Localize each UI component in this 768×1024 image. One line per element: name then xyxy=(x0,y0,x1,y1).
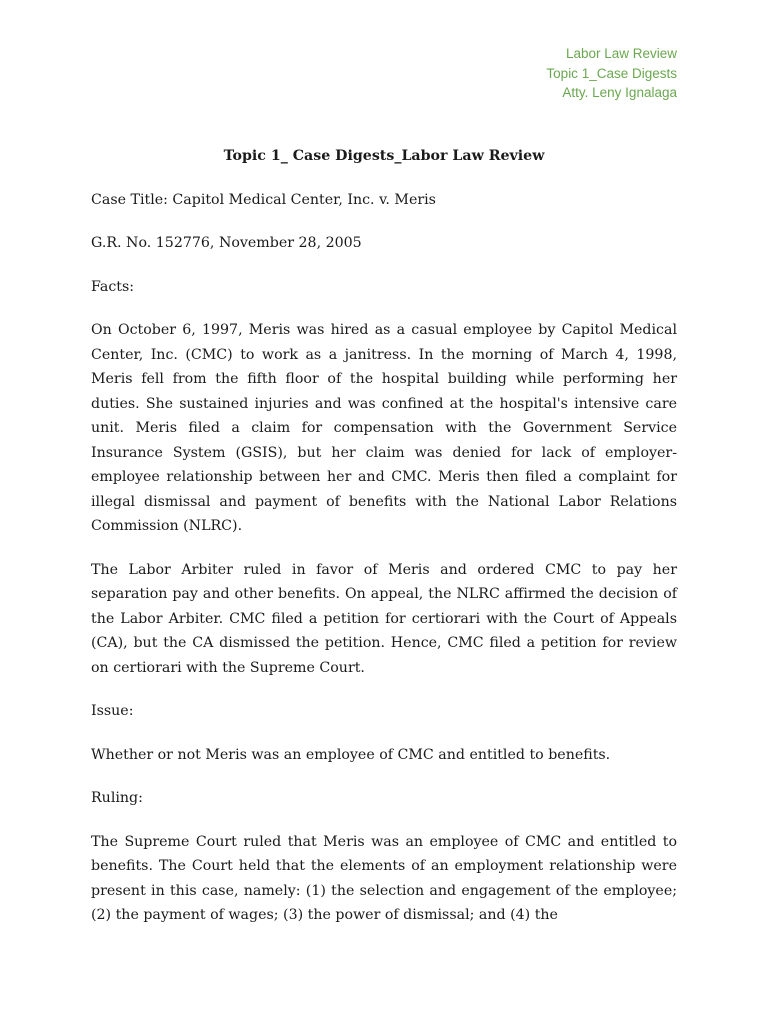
page-header xyxy=(546,44,677,103)
header-topic: Topic 1_Case Digests xyxy=(546,65,677,81)
header-course: Labor Law Review xyxy=(565,46,677,61)
case-title: Case Title: Capitol Medical Center, Inc. v. Meris xyxy=(91,191,436,208)
facts-paragraph-1: On October 6, 1997, Meris was hired as a casual employee by Capitol Medical Center, Inc. (CMC) to work as a janitress. In the morning of March 4, 1998, Meris fell from the fifth floor of the hospital building while performing her duties. She sustained injuries and was confined at the hospital's intensive care unit. Meris filed a claim for compensation with the Government Service Insurance System (GSIS), but her claim was denied for lack of employer-employee relationship between her and CMC. Meris then filed a complaint for illegal dismissal and payment of benefits with the National Labor Relations Commission (NLRC). xyxy=(91,322,677,534)
document-title: Topic 1_ Case Digests_Labor Law Review xyxy=(223,148,545,164)
issue-heading: Issue: xyxy=(91,703,134,719)
facts-heading: Facts: xyxy=(91,278,135,295)
document-body xyxy=(91,144,677,947)
gr-number: G.R. No. 152776, November 28, 2005 xyxy=(91,235,362,251)
facts-paragraph-2: The Labor Arbiter ruled in favor of Meris and ordered CMC to pay her separation pay and other benefits. On appeal, the NLRC affirmed the decision of the Labor Arbiter. CMC filed a petition for certiorari with the Court of Appeals (CA), but the CA dismissed the petition. Hence, CMC filed a petition for review on certiorari with the Supreme Court. xyxy=(91,561,677,676)
ruling-heading: Ruling: xyxy=(91,790,143,806)
header-instructor: Atty. Leny Ignalaga xyxy=(562,85,677,100)
issue-text: Whether or not Meris was an employee of CMC and entitled to benefits. xyxy=(91,746,611,763)
ruling-paragraph-1: The Supreme Court ruled that Meris was an employee of CMC and entitled to benefits. The Court held that the elements of an employment relationship were present in this case, namely: (1) the selection and engagement of the employee; (2) the payment of wages; (3) the power of dismissal; and (4) the xyxy=(91,833,677,923)
